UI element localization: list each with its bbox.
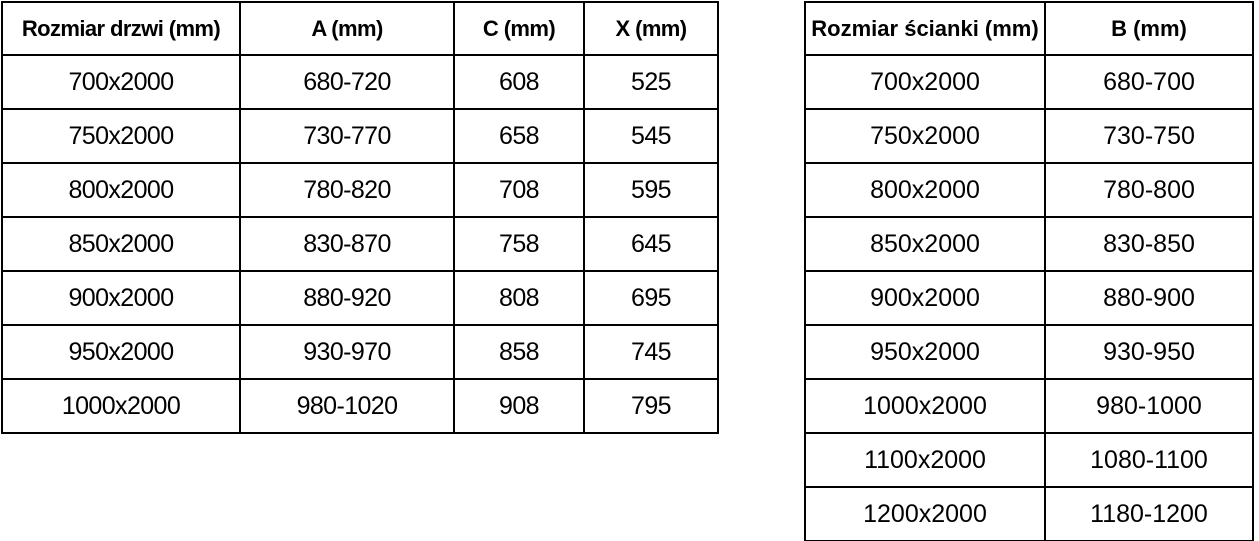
column-header-a: A (mm) bbox=[240, 2, 454, 55]
door-table-body bbox=[2, 55, 718, 433]
table-cell: 900x2000 bbox=[2, 271, 240, 325]
column-header-b: B (mm) bbox=[1045, 2, 1253, 55]
table-row bbox=[805, 433, 1253, 487]
table-row bbox=[2, 325, 718, 379]
table-cell: 695 bbox=[584, 271, 718, 325]
table-cell: 1180-1200 bbox=[1045, 487, 1253, 541]
wall-panel-dimensions-table bbox=[804, 1, 1254, 541]
table-cell: 758 bbox=[454, 217, 584, 271]
table-cell: 750x2000 bbox=[2, 109, 240, 163]
table-cell: 1000x2000 bbox=[2, 379, 240, 433]
table-row bbox=[805, 109, 1253, 163]
table-cell: 858 bbox=[454, 325, 584, 379]
table-row bbox=[805, 325, 1253, 379]
table-cell: 850x2000 bbox=[2, 217, 240, 271]
table-cell: 745 bbox=[584, 325, 718, 379]
table-cell: 930-950 bbox=[1045, 325, 1253, 379]
table-cell: 830-850 bbox=[1045, 217, 1253, 271]
table-row bbox=[805, 271, 1253, 325]
wall-table-body bbox=[805, 55, 1253, 541]
table-cell: 808 bbox=[454, 271, 584, 325]
table-row bbox=[2, 109, 718, 163]
table-cell: 1000x2000 bbox=[805, 379, 1045, 433]
table-row bbox=[2, 55, 718, 109]
table-row bbox=[2, 271, 718, 325]
table-row bbox=[805, 163, 1253, 217]
table-cell: 908 bbox=[454, 379, 584, 433]
table-cell: 950x2000 bbox=[2, 325, 240, 379]
table-cell: 1100x2000 bbox=[805, 433, 1045, 487]
door-table-header-row bbox=[2, 2, 718, 55]
column-header-x: X (mm) bbox=[584, 2, 718, 55]
table-cell: 730-770 bbox=[240, 109, 454, 163]
table-cell: 780-800 bbox=[1045, 163, 1253, 217]
table-cell: 750x2000 bbox=[805, 109, 1045, 163]
table-row bbox=[805, 487, 1253, 541]
table-cell: 1200x2000 bbox=[805, 487, 1045, 541]
table-cell: 880-900 bbox=[1045, 271, 1253, 325]
door-dimensions-table bbox=[1, 1, 719, 434]
table-cell: 980-1020 bbox=[240, 379, 454, 433]
table-cell: 608 bbox=[454, 55, 584, 109]
table-cell: 900x2000 bbox=[805, 271, 1045, 325]
table-cell: 950x2000 bbox=[805, 325, 1045, 379]
table-row bbox=[2, 163, 718, 217]
table-row bbox=[2, 379, 718, 433]
table-cell: 800x2000 bbox=[805, 163, 1045, 217]
table-row bbox=[805, 55, 1253, 109]
table-cell: 700x2000 bbox=[805, 55, 1045, 109]
table-row bbox=[2, 217, 718, 271]
table-cell: 595 bbox=[584, 163, 718, 217]
table-cell: 780-820 bbox=[240, 163, 454, 217]
table-cell: 730-750 bbox=[1045, 109, 1253, 163]
table-cell: 980-1000 bbox=[1045, 379, 1253, 433]
table-cell: 680-700 bbox=[1045, 55, 1253, 109]
table-cell: 880-920 bbox=[240, 271, 454, 325]
table-cell: 680-720 bbox=[240, 55, 454, 109]
table-cell: 850x2000 bbox=[805, 217, 1045, 271]
table-cell: 700x2000 bbox=[2, 55, 240, 109]
column-header-door-size: Rozmiar drzwi (mm) bbox=[2, 2, 240, 55]
table-row bbox=[805, 379, 1253, 433]
table-cell: 800x2000 bbox=[2, 163, 240, 217]
column-header-c: C (mm) bbox=[454, 2, 584, 55]
table-cell: 525 bbox=[584, 55, 718, 109]
table-cell: 930-970 bbox=[240, 325, 454, 379]
column-header-wall-size: Rozmiar ścianki (mm) bbox=[805, 2, 1045, 55]
table-cell: 658 bbox=[454, 109, 584, 163]
table-cell: 645 bbox=[584, 217, 718, 271]
table-cell: 1080-1100 bbox=[1045, 433, 1253, 487]
table-cell: 708 bbox=[454, 163, 584, 217]
wall-table-header-row bbox=[805, 2, 1253, 55]
table-cell: 830-870 bbox=[240, 217, 454, 271]
table-cell: 795 bbox=[584, 379, 718, 433]
table-cell: 545 bbox=[584, 109, 718, 163]
table-row bbox=[805, 217, 1253, 271]
